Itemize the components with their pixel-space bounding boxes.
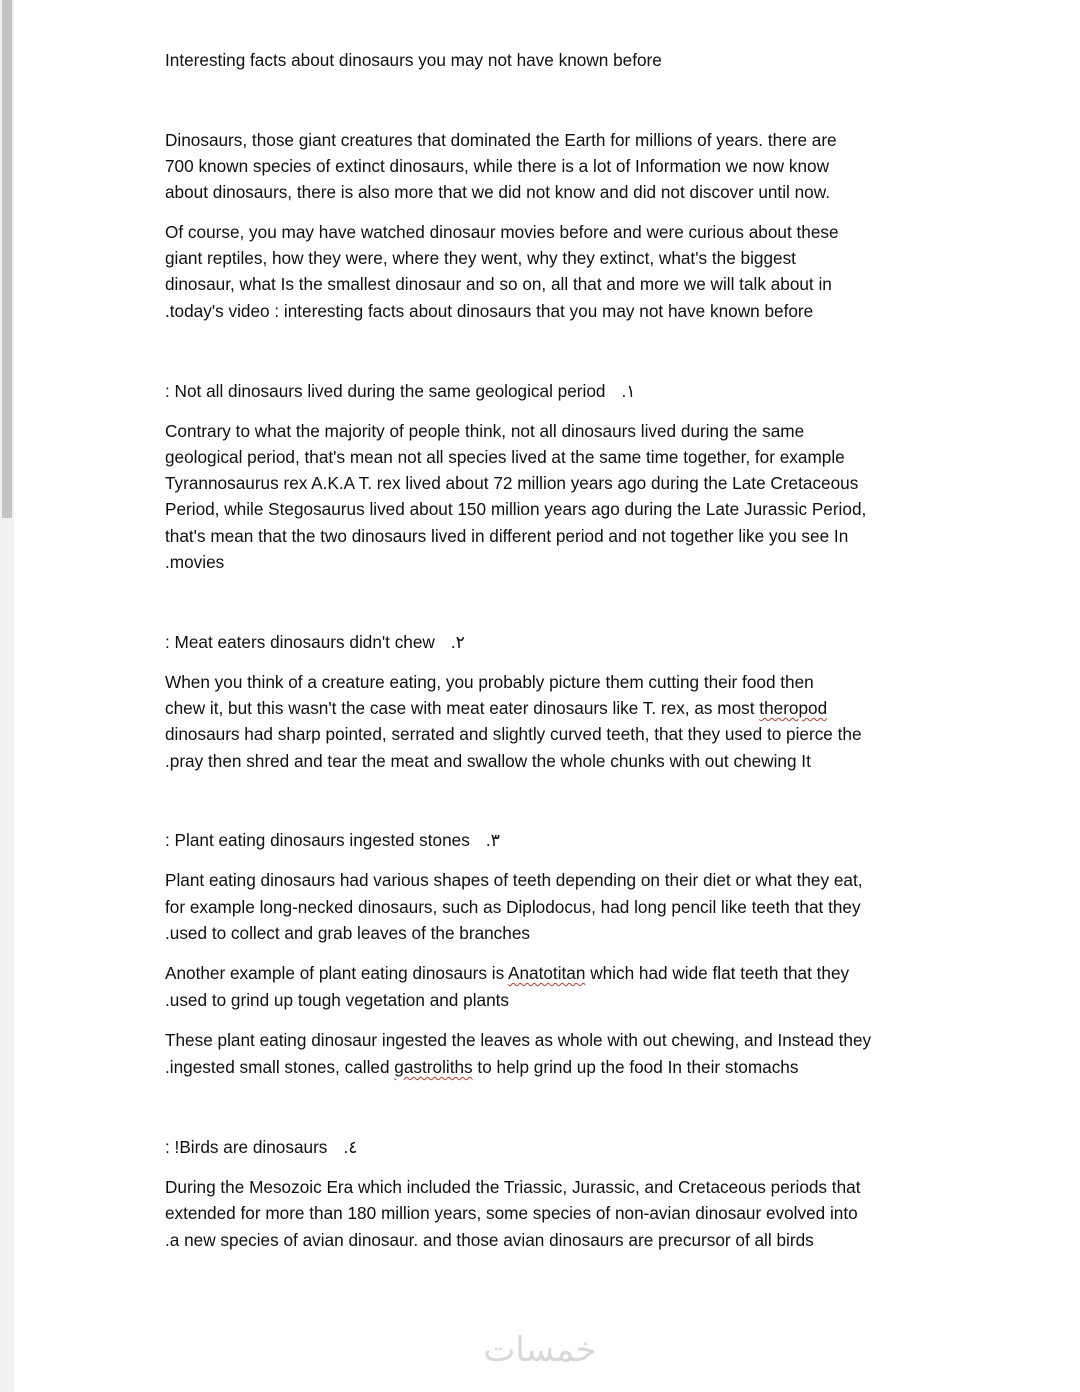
section-3-heading [165, 827, 500, 853]
section-2-line-3: dinosaurs had sharp pointed, serrated and slightly curved teeth, that they used to pierce the [165, 724, 862, 744]
section-4-number: .٤ [343, 1137, 358, 1157]
section-3-p3-line-1: These plant eating dinosaur ingested the leaves as whole with out chewing, and Instead they [165, 1030, 872, 1050]
section-1-line-2: geological period, that's mean not all species lived at the same time together, for example [165, 447, 845, 467]
intro2-line-1: Of course, you may have watched dinosaur movies before and were curious about these [165, 222, 839, 242]
intro2-line-3: dinosaur, what Is the smallest dinosaur and so on, all that and more we will talk about in [165, 274, 832, 294]
section-1-line-1: Contrary to what the majority of people think, not all dinosaurs lived during the same [165, 421, 805, 441]
section-1-line-4: Period, while Stegosaurus lived about 150 million years ago during the Late Jurassic Period, [165, 499, 867, 519]
intro2-line-4: .today's video : interesting facts about dinosaurs that you may not have known before [165, 301, 814, 321]
scrollbar-track[interactable] [0, 0, 14, 1392]
spelling-flag-theropod[interactable]: theropod [759, 698, 828, 718]
section-1-heading-text: : Not all dinosaurs lived during the same geological period [165, 381, 606, 401]
section-3-p2-line-1 [165, 960, 849, 986]
section-3-p3-line-2 [165, 1054, 798, 1080]
document-title: Interesting facts about dinosaurs you may not have known before [165, 50, 662, 70]
section-3-p2-line-2: .used to grind up tough vegetation and plants [165, 990, 510, 1010]
watermark-logo: خمسات [483, 1330, 597, 1370]
spelling-flag-anatotitan[interactable]: Anatotitan [508, 963, 586, 983]
section-3-p1-line-2: for example long-necked dinosaurs, such as Diplodocus, had long pencil like teeth that they [165, 897, 861, 917]
section-3-p1-line-3: .used to collect and grab leaves of the branches [165, 923, 530, 943]
spelling-flag-gastroliths[interactable]: gastroliths [394, 1057, 473, 1077]
section-1-heading [165, 378, 635, 404]
section-2-line-1: When you think of a creature eating, you probably picture them cutting their food then [165, 672, 814, 692]
intro-line-1: Dinosaurs, those giant creatures that dominated the Earth for millions of years. there are [165, 130, 837, 150]
section-1-line-6: .movies [165, 552, 225, 572]
section-2-heading-text: : Meat eaters dinosaurs didn't chew [165, 632, 435, 652]
section-3-number: .٣ [485, 830, 500, 850]
section-4-heading [165, 1134, 357, 1160]
section-4-line-1: During the Mesozoic Era which included the Triassic, Jurassic, and Cretaceous periods that [165, 1177, 861, 1197]
section-1-line-3: Tyrannosaurus rex A.K.A T. rex lived about 72 million years ago during the Late Cretaceous [165, 473, 859, 493]
scrollbar-thumb[interactable] [2, 0, 12, 518]
section-2-number: .٢ [450, 632, 465, 652]
section-1-line-5: that's mean that the two dinosaurs lived in different period and not together like you see In [165, 526, 849, 546]
section-2-line-2 [165, 695, 827, 721]
section-2-heading [165, 629, 465, 655]
section-3-p3-text-a: .ingested small stones, called [165, 1057, 395, 1077]
section-3-p1-line-1: Plant eating dinosaurs had various shapes of teeth depending on their diet or what they eat, [165, 870, 863, 890]
section-3-p2-text-a: Another example of plant eating dinosaurs is [165, 963, 509, 983]
section-1-number: .١ [621, 381, 636, 401]
section-4-line-3: .a new species of avian dinosaur. and those avian dinosaurs are precursor of all birds [165, 1230, 814, 1250]
intro-line-2: 700 known species of extinct dinosaurs, while there is a lot of Information we now know [165, 156, 829, 176]
intro-line-3: about dinosaurs, there is also more that we did not know and did not discover until now. [165, 182, 830, 202]
section-2-line-4: .pray then shred and tear the meat and swallow the whole chunks with out chewing It [165, 751, 811, 771]
section-4-line-2: extended for more than 180 million years, some species of non-avian dinosaur evolved into [165, 1203, 858, 1223]
section-3-p3-text-b: to help grind up the food In their stomachs [472, 1057, 799, 1077]
section-2-line-2-text: chew it, but this wasn't the case with meat eater dinosaurs like T. rex, as most [165, 698, 760, 718]
intro2-line-2: giant reptiles, how they were, where they went, why they extinct, what's the biggest [165, 248, 796, 268]
section-4-heading-text: : !Birds are dinosaurs [165, 1137, 328, 1157]
section-3-heading-text: : Plant eating dinosaurs ingested stones [165, 830, 470, 850]
section-3-p2-text-b: which had wide flat teeth that they [585, 963, 850, 983]
